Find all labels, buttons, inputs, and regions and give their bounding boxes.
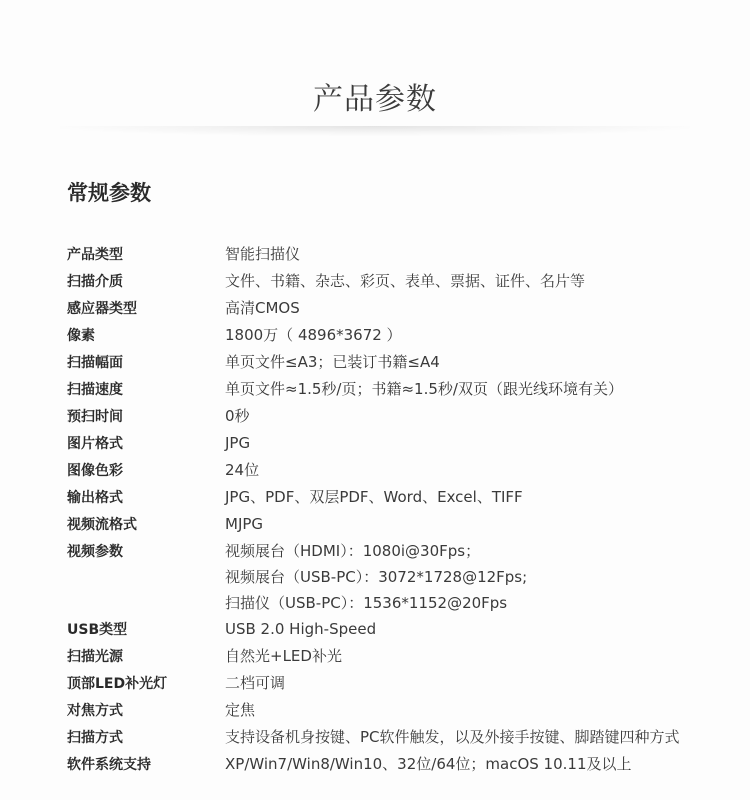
- spec-values: [225, 751, 727, 777]
- spec-values: [225, 322, 727, 348]
- spec-row: [67, 349, 727, 376]
- spec-label: 像素: [67, 328, 95, 344]
- section-title: 常规参数: [67, 181, 151, 205]
- spec-value: 扫描仪（USB-PC）：1536*1152@20Fps: [225, 594, 508, 612]
- spec-values: [225, 241, 727, 267]
- spec-label: 视频参数: [67, 544, 123, 560]
- spec-values: [225, 295, 727, 321]
- spec-values: [225, 724, 727, 750]
- spec-value: 1800万（ 4896*3672 ）: [225, 326, 402, 344]
- spec-row: [67, 670, 727, 697]
- spec-label: 视频流格式: [67, 517, 137, 533]
- spec-label: 顶部LED补光灯: [67, 676, 168, 692]
- spec-values: [225, 697, 727, 723]
- spec-label: USB类型: [67, 622, 128, 638]
- spec-value: 0秒: [225, 407, 250, 425]
- spec-label: 图像色彩: [67, 463, 123, 479]
- spec-values: [225, 538, 727, 616]
- spec-value: 视频展台（USB-PC）：3072*1728@12Fps;: [225, 568, 528, 586]
- spec-values: [225, 376, 727, 402]
- spec-value: 单页文件≈1.5秒/页；书籍≈1.5秒/双页（跟光线环境有关）: [225, 380, 623, 398]
- spec-values: [225, 430, 727, 456]
- spec-label: 输出格式: [67, 490, 123, 506]
- spec-label: 图片格式: [67, 436, 123, 452]
- spec-row: [67, 322, 727, 349]
- spec-value: XP/Win7/Win8/Win10、32位/64位；macOS 10.11及以上: [225, 755, 632, 773]
- spec-row: [67, 484, 727, 511]
- spec-row: [67, 724, 727, 751]
- spec-values: [225, 643, 727, 669]
- spec-row: [67, 511, 727, 538]
- spec-label: 扫描光源: [67, 649, 123, 665]
- spec-values: [225, 511, 727, 537]
- spec-values: [225, 349, 727, 375]
- spec-row: [67, 403, 727, 430]
- spec-value: JPG、PDF、双层PDF、Word、Excel、TIFF: [225, 488, 523, 506]
- spec-value: MJPG: [225, 515, 264, 533]
- spec-values: [225, 484, 727, 510]
- spec-row: [67, 643, 727, 670]
- spec-row: [67, 457, 727, 484]
- spec-value: USB 2.0 High-Speed: [225, 620, 377, 638]
- spec-value: 文件、书籍、杂志、彩页、表单、票据、证件、名片等: [225, 272, 586, 290]
- spec-value: 24位: [225, 461, 260, 479]
- spec-value: 支持设备机身按键、PC软件触发，以及外接手按键、脚踏键四种方式: [225, 728, 680, 746]
- spec-row: [67, 295, 727, 322]
- spec-values: [225, 616, 727, 642]
- spec-row: [67, 430, 727, 457]
- spec-row: [67, 697, 727, 724]
- spec-label: 扫描幅面: [67, 355, 123, 371]
- spec-value: 智能扫描仪: [225, 245, 301, 263]
- spec-label: 扫描介质: [67, 274, 123, 290]
- spec-values: [225, 268, 727, 294]
- spec-values: [225, 670, 727, 696]
- spec-label: 预扫时间: [67, 409, 123, 425]
- spec-value: 高清CMOS: [225, 299, 300, 317]
- spec-label: 感应器类型: [67, 301, 137, 317]
- spec-row: [67, 616, 727, 643]
- spec-row: [67, 376, 727, 403]
- spec-value: 单页文件≤A3；已装订书籍≤A4: [225, 353, 440, 371]
- spec-value: JPG: [225, 434, 251, 452]
- spec-row: [67, 751, 727, 778]
- spec-row: [67, 268, 727, 295]
- spec-row: [67, 538, 727, 616]
- spec-value: 定焦: [225, 701, 256, 719]
- spec-label: 扫描速度: [67, 382, 123, 398]
- spec-label: 产品类型: [67, 247, 123, 263]
- spec-label: 软件系统支持: [67, 757, 151, 773]
- title-divider-shadow: [60, 126, 690, 136]
- spec-value: 二档可调: [225, 674, 286, 692]
- spec-value: 视频展台（HDMI）：1080i@30Fps；: [225, 542, 481, 560]
- spec-values: [225, 403, 727, 429]
- spec-row: [67, 241, 727, 268]
- spec-label: 扫描方式: [67, 730, 123, 746]
- spec-table: [67, 241, 727, 778]
- spec-values: [225, 457, 727, 483]
- page-title: 产品参数: [313, 82, 437, 117]
- spec-value: 自然光+LED补光: [225, 647, 342, 665]
- spec-label: 对焦方式: [67, 703, 123, 719]
